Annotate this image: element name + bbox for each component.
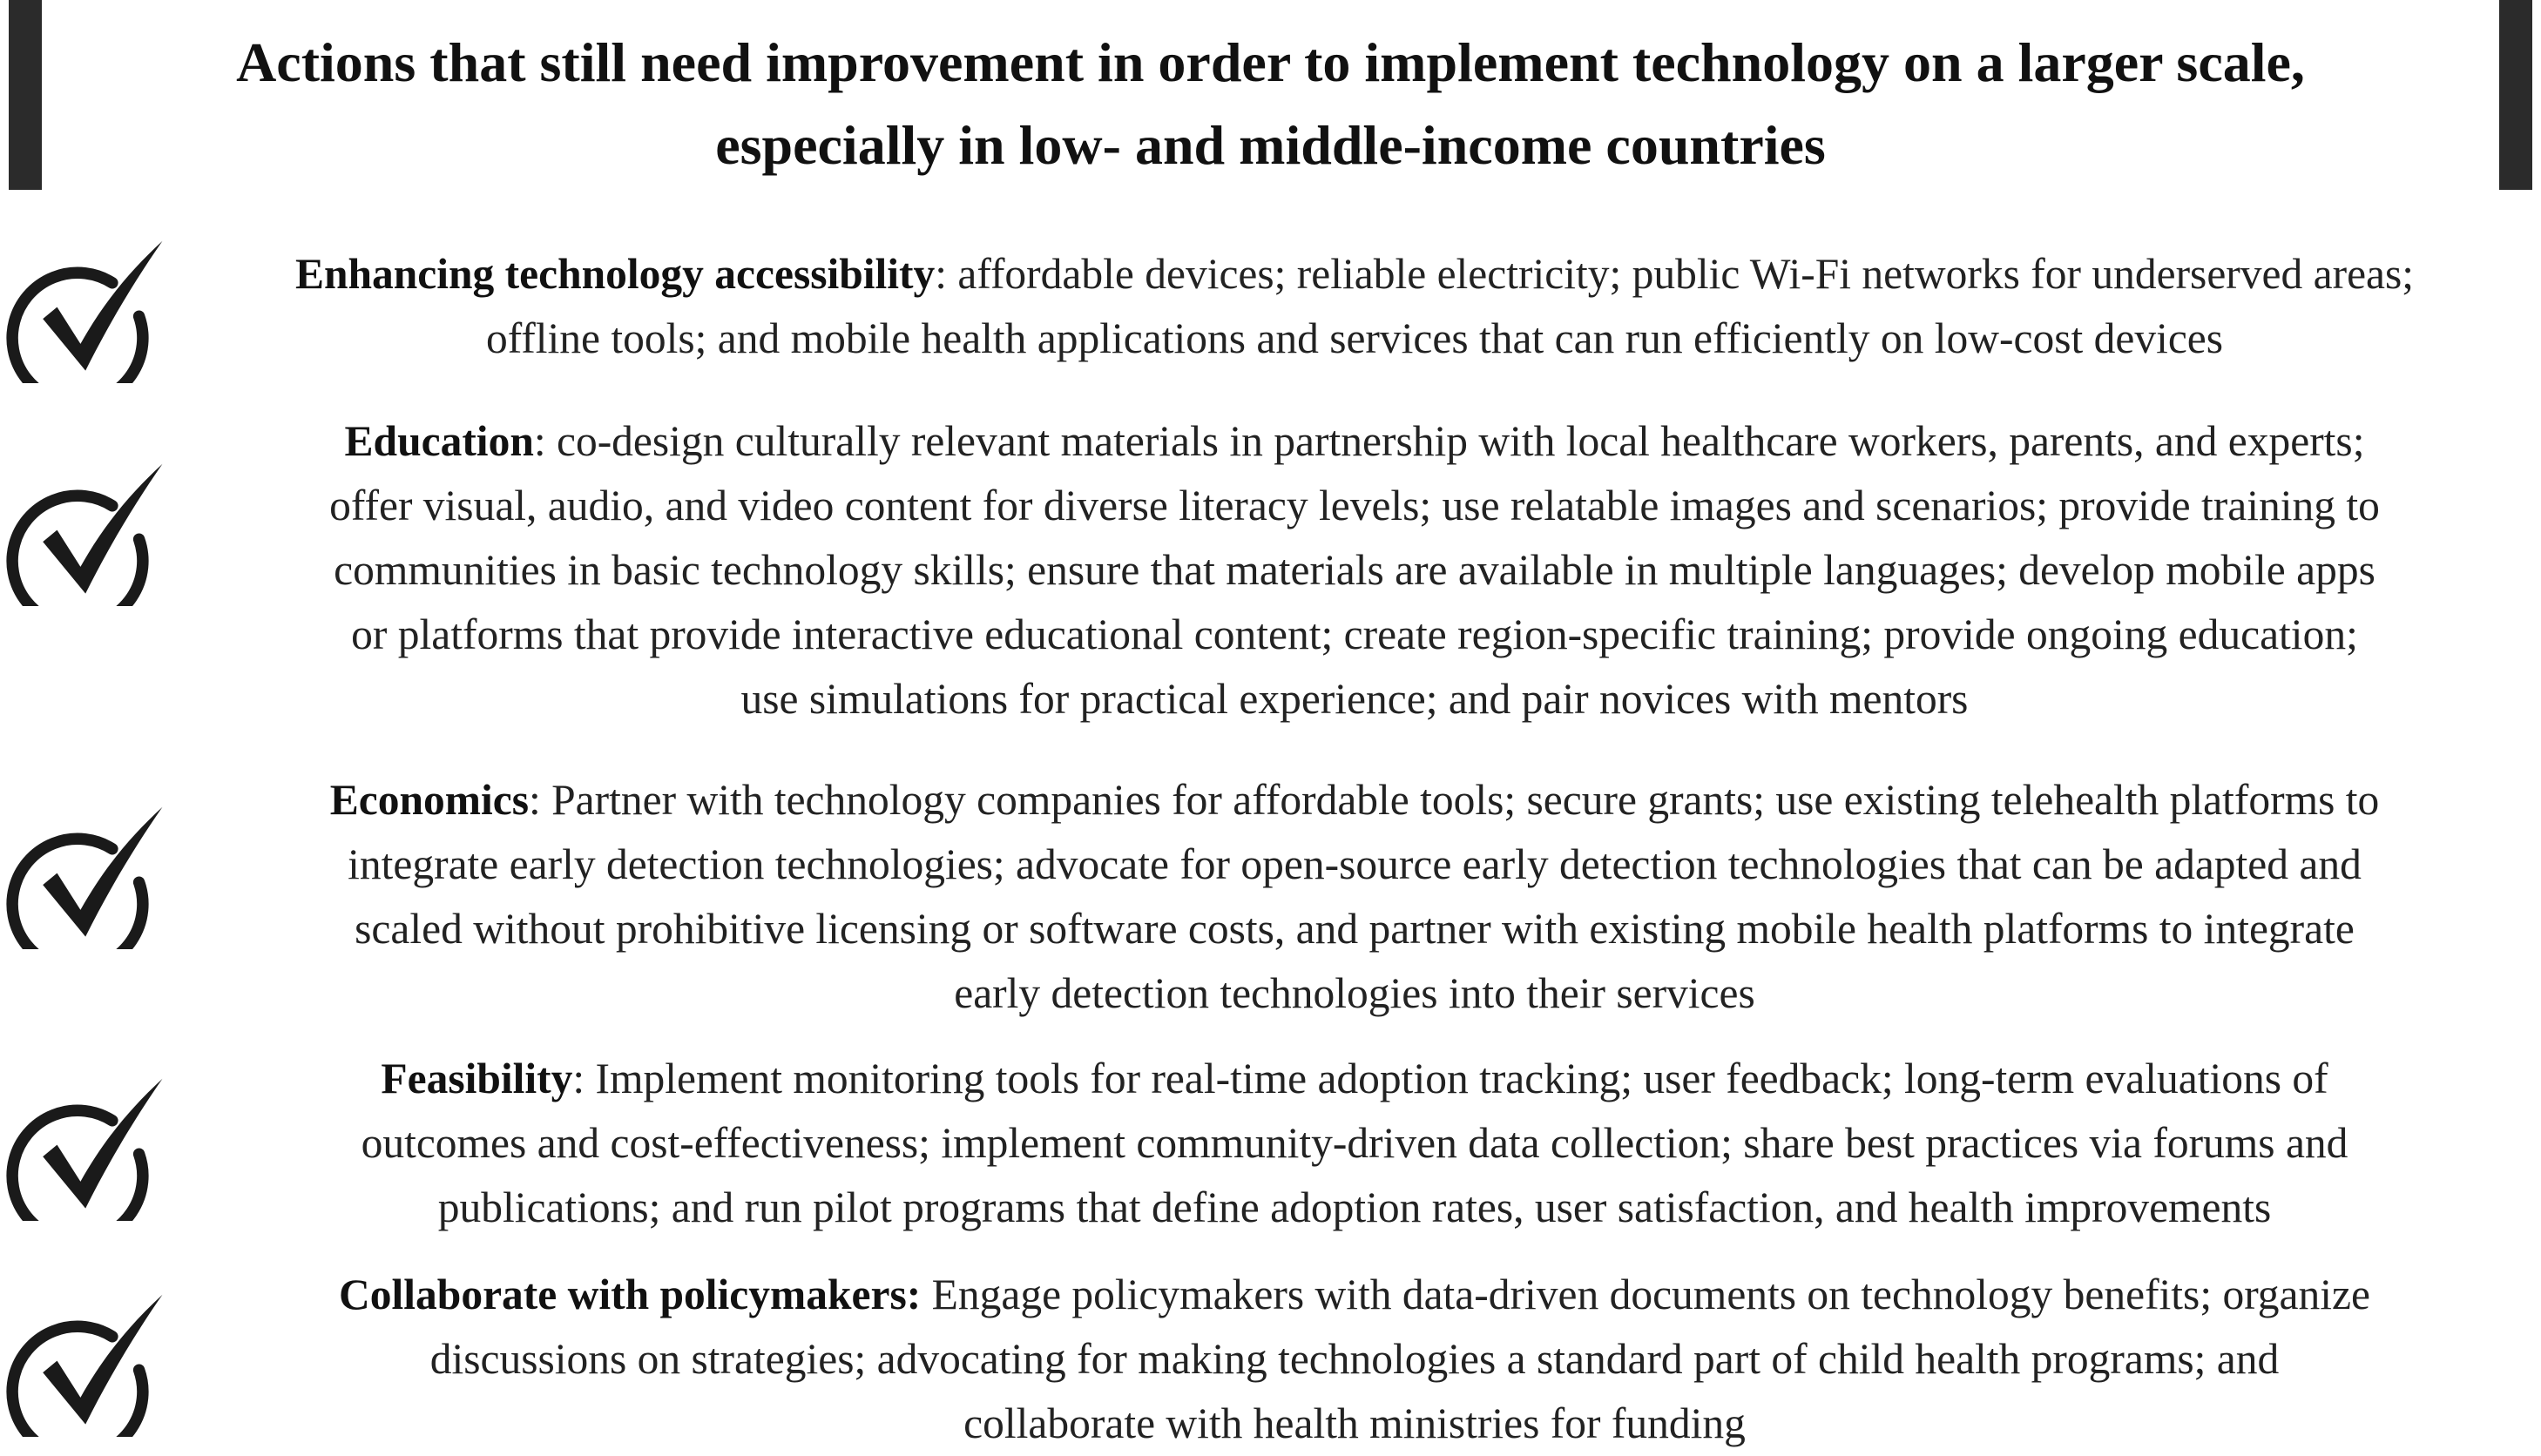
title-line-1: Actions that still need improvement in order to implement technology on a larger scale, bbox=[236, 31, 2305, 93]
item-line-1: Engage policymakers with data-driven documents on technology benefits; organize bbox=[921, 1271, 2370, 1318]
item-line-3: communities in basic technology skills; ensure that materials are available in multiple languages; develop mobile apps bbox=[334, 546, 2375, 594]
item-text bbox=[174, 409, 2535, 731]
right-accent-bar bbox=[2499, 0, 2532, 190]
checkmark-icon bbox=[5, 1291, 172, 1437]
item-line-2: offer visual, audio, and video content for diverse literacy levels; use relatable images and scenarios; provide training to bbox=[329, 482, 2380, 529]
item-line-4: or platforms that provide interactive educational content; create region-specific training; provide ongoing education; bbox=[351, 610, 2358, 658]
item-line-4: early detection technologies into their services bbox=[954, 969, 1755, 1017]
item-line-5: use simulations for practical experience; and pair novices with mentors bbox=[740, 675, 1969, 723]
title-line-2: especially in low- and middle-income countries bbox=[715, 114, 1826, 176]
checkmark-icon bbox=[5, 460, 172, 606]
item-line-2: outcomes and cost-effectiveness; implement community-driven data collection; share best practices via forums and bbox=[361, 1119, 2348, 1167]
item-line-3: collaborate with health ministries for funding bbox=[963, 1399, 1746, 1447]
item-heading: Collaborate with policymakers: bbox=[339, 1271, 922, 1318]
checkmark-icon bbox=[5, 1075, 172, 1221]
item-heading: Feasibility bbox=[381, 1055, 573, 1102]
checkmark-icon bbox=[5, 803, 172, 949]
page-title bbox=[105, 21, 2436, 186]
item-text bbox=[174, 1263, 2535, 1456]
item-heading: Economics bbox=[329, 776, 529, 824]
item-line-2: discussions on strategies; advocating for making technologies a standard part of child health programs; and bbox=[429, 1335, 2280, 1383]
item-heading: Education bbox=[344, 417, 534, 465]
item-line-1: : Partner with technology companies for affordable tools; secure grants; use existing telehealth platforms to bbox=[529, 776, 2380, 824]
item-line-1: : affordable devices; reliable electricity; public Wi-Fi networks for underserved areas; bbox=[935, 250, 2415, 298]
item-line-3: publications; and run pilot programs that define adoption rates, user satisfaction, and health improvements bbox=[437, 1183, 2272, 1231]
item-line-2: integrate early detection technologies; advocate for open-source early detection technologies that can be adapted and bbox=[348, 840, 2362, 888]
item-line-2: offline tools; and mobile health applications and services that can run efficiently on low-cost devices bbox=[485, 314, 2224, 362]
item-text bbox=[174, 768, 2535, 1026]
item-line-1: : co-design culturally relevant materials in partnership with local healthcare workers, parents, and experts; bbox=[533, 417, 2365, 465]
left-accent-bar bbox=[9, 0, 42, 190]
item-text bbox=[174, 1047, 2535, 1240]
item-text bbox=[174, 242, 2535, 371]
item-line-1: : Implement monitoring tools for real-time adoption tracking; user feedback; long-term evaluations of bbox=[572, 1055, 2328, 1102]
checkmark-icon bbox=[5, 237, 172, 383]
item-heading: Enhancing technology accessibility bbox=[294, 250, 936, 298]
item-line-3: scaled without prohibitive licensing or software costs, and partner with existing mobile health platforms to integrate bbox=[355, 905, 2355, 953]
